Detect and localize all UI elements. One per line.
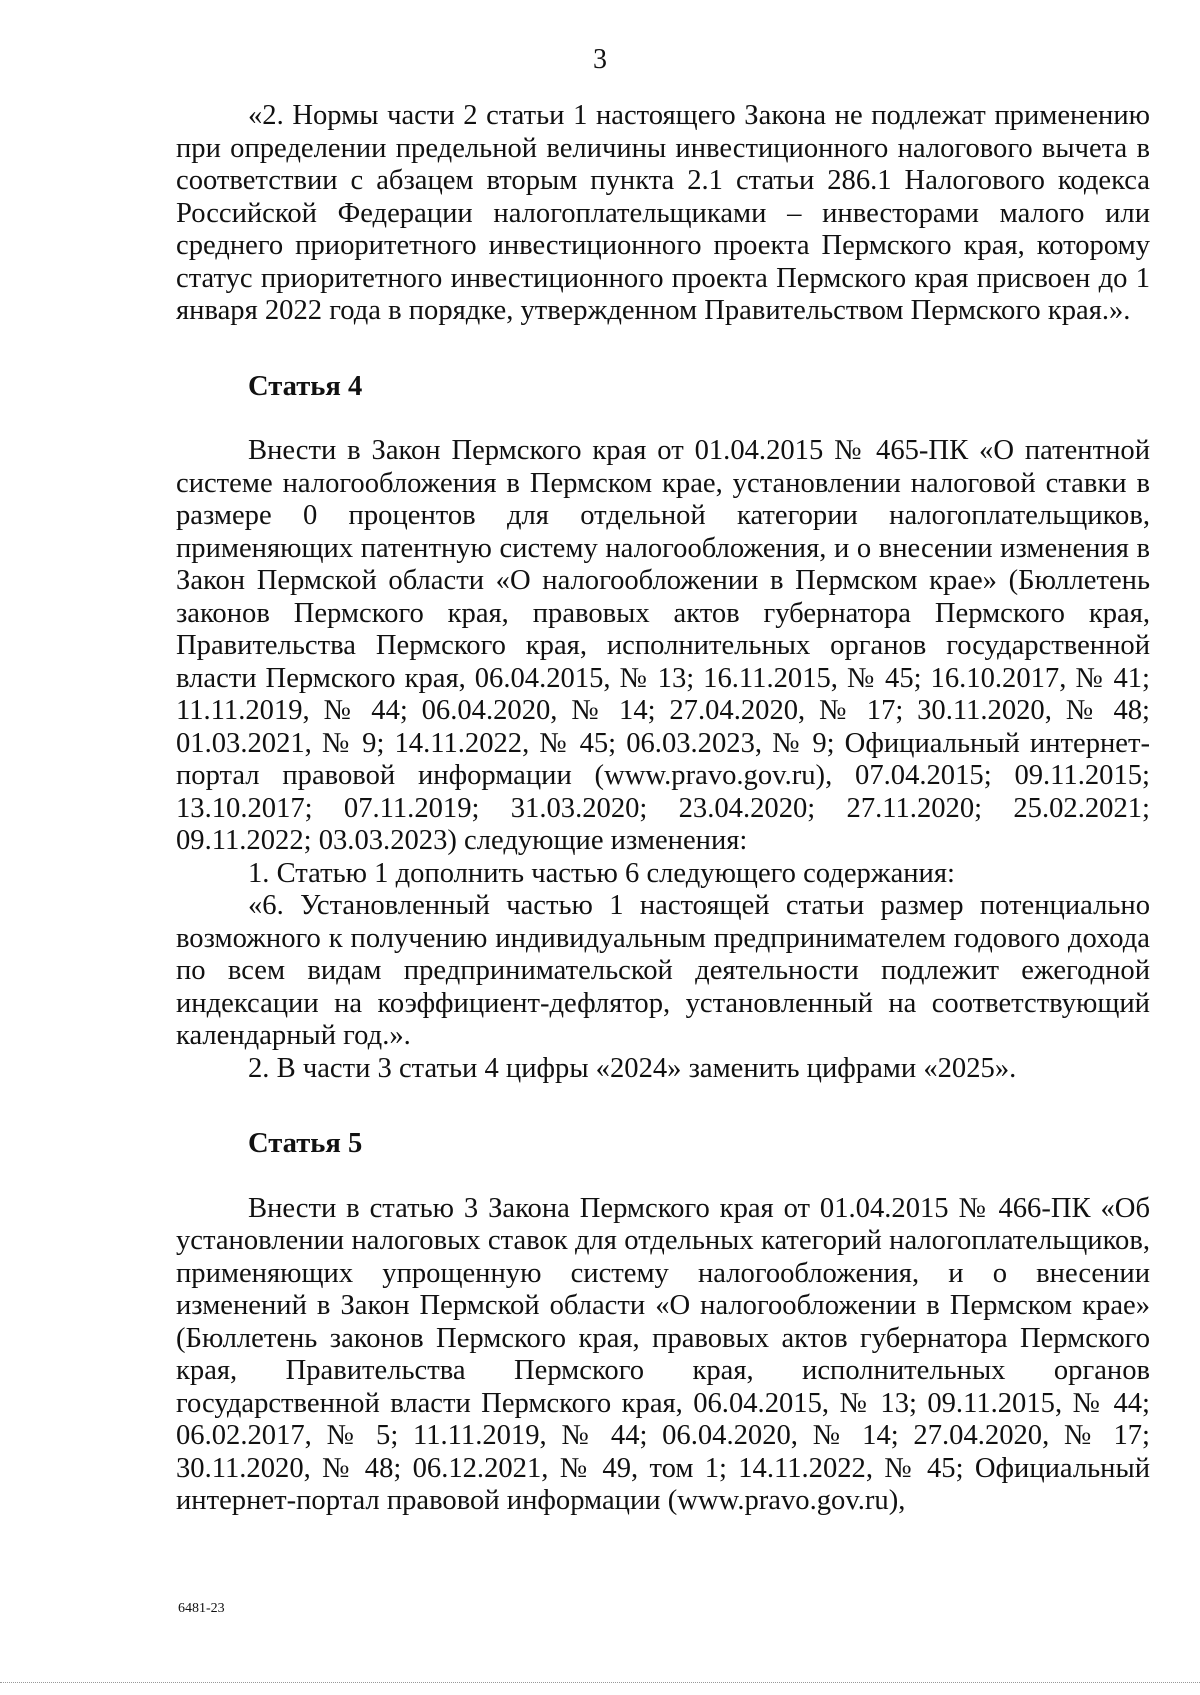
paragraph-article3-part2: «2. Нормы части 2 статьи 1 настоящего Закона не подлежат применению при определении предельной величины инвестиционного налогового вычета в соответствии с абзацем вторым пункта 2.1 статьи 286.1 Налогового кодекса Российской Федерации налогоплательщиками – инвесторами малого или среднего приоритетного инвестиционного проекта Пермского края, которому статус приоритетного инвестиционного проекта Пермского края присвоен до 1 января 2022 года в порядке, утвержденном Правительством Пермского края.». — [176, 100, 1150, 326]
article-5-heading: Статья 5 — [248, 1128, 363, 1159]
spacer — [176, 1085, 1150, 1128]
spacer — [176, 403, 1150, 435]
article-4-item-1-text: «6. Установленный частью 1 настоящей статьи размер потенциально возможного к получению индивидуальным предпринимателем годового дохода по всем видам предпринимательской деятельности подлежит ежегодной индексации на коэффициент-дефлятор, установленный на соответствующий календарный год.». — [176, 890, 1150, 1051]
article-4-item-2: 2. В части 3 статьи 4 цифры «2024» заменить цифрами «2025». — [248, 1052, 1017, 1084]
article-5-paragraph-intro: Внести в статью 3 Закона Пермского края от 01.04.2015 № 466-ПК «Об установлении налоговых ставок для отдельных категорий налогоплательщиков, применяющих упрощенную систему налогообложения, и о внесении изменений в Закон Пермской области «О налогообложении в Пермском крае» (Бюллетень законов Пермского края, правовых актов губернатора Пермского края, Правительства Пермского края, исполнительных органов государственной власти Пермского края, 06.04.2015, № 13; 09.11.2015, № 44; 06.02.2017, № 5; 11.11.2019, № 44; 06.04.2020, № 14; 27.04.2020, № 17; 30.11.2020, № 48; 06.12.2021, № 49, том 1; 14.11.2022, № 45; Официальный интернет-портал правовой информации (www.pravo.gov.ru), — [176, 1192, 1150, 1516]
article-4-item-1: 1. Статью 1 дополнить частью 6 следующего содержания: — [248, 857, 955, 889]
document-code: 6481-23 — [178, 1601, 225, 1616]
document-body — [176, 100, 1150, 1518]
spacer — [176, 328, 1150, 371]
page-number: 3 — [593, 44, 607, 75]
spacer — [176, 1161, 1150, 1193]
scan-edge-line — [0, 1682, 1200, 1684]
article-4-heading: Статья 4 — [248, 370, 363, 402]
article-4-paragraph-intro: Внести в Закон Пермского края от 01.04.2015 № 465-ПК «О патентной системе налогообложения в Пермском крае, установлении налоговой ставки в размере 0 процентов для отдельной категории налогоплательщиков, применяющих патентную систему налогообложения, и о внесении изменения в Закон Пермской области «О налогообложении в Пермском крае» (Бюллетень законов Пермского края, правовых актов губернатора Пермского края, Правительства Пермского края, исполнительных органов государственной власти Пермского края, 06.04.2015, № 13; 16.11.2015, № 45; 16.10.2017, № 41; 11.11.2019, № 44; 06.04.2020, № 14; 27.04.2020, № 17; 30.11.2020, № 48; 01.03.2021, № 9; 14.11.2022, № 45; 06.03.2023, № 9; Официальный интернет-портал правовой информации (www.pravo.gov.ru), 07.04.2015; 09.11.2015; 13.10.2017; 07.11.2019; 31.03.2020; 23.04.2020; 27.11.2020; 25.02.2021; 09.11.2022; 03.03.2023) следующие изменения: — [176, 435, 1150, 856]
